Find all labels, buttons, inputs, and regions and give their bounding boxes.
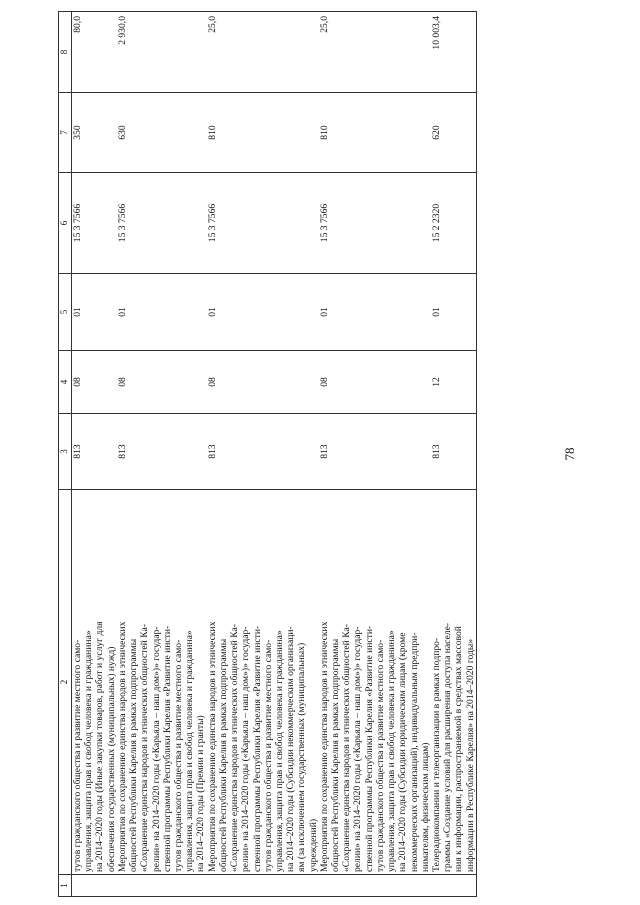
page-number: 78 bbox=[562, 447, 577, 461]
table-row bbox=[319, 12, 431, 897]
header-col-3: 3 bbox=[59, 414, 72, 490]
subsection-code: 01 bbox=[72, 274, 117, 351]
amount: 25,0 bbox=[207, 12, 319, 93]
expense-type-code: 810 bbox=[207, 93, 319, 173]
table-row bbox=[431, 12, 476, 897]
row-description: Мероприятия по сохранению единства народов и этнических общностей Республики Карелия в рамках подпрограммы «Сохранение единства народов и этнических общностей Ка- релии» на 2014–2020 годы («Карьяла – наш дом»)» государ- ственной программы Республики Карелия «Развитие инсти- тутов гражданского общества и развитие местного само- управления, защита прав и свобод человека и гражданина» на 2014–2020 годы (Субсидии юридическим лицам (кроме некоммерческих организаций), индивидуальным предпри- нимателям, физическим лицам) bbox=[318, 621, 431, 872]
target-article-code: 15 2 2320 bbox=[431, 173, 476, 274]
ministry-code: 813 bbox=[72, 414, 117, 490]
amount: 10 003,4 bbox=[431, 12, 476, 93]
target-article-code: 15 3 7566 bbox=[319, 173, 431, 274]
ministry-code: 813 bbox=[431, 414, 476, 490]
target-article-code: 15 3 7566 bbox=[117, 173, 207, 274]
table-row bbox=[72, 12, 117, 897]
row-number-cell bbox=[117, 875, 207, 897]
target-article-code: 15 3 7566 bbox=[72, 173, 117, 274]
header-col-6: 6 bbox=[59, 173, 72, 274]
amount: 25,0 bbox=[319, 12, 431, 93]
amount: 2 930,0 bbox=[117, 12, 207, 93]
row-description: Телерадиокомпании и телеорганизации в рамках подпро- граммы «Создание условий для расширения доступа населе- ния к информации, распространяемой в средствах массовой информации в Республике Карелия» на 2014–2020 годы» bbox=[431, 622, 476, 872]
header-col-1: 1 bbox=[59, 875, 72, 897]
header-col-8: 8 bbox=[59, 12, 72, 93]
target-article-code: 15 3 7566 bbox=[207, 173, 319, 274]
subsection-code: 01 bbox=[431, 274, 476, 351]
amount: 80,0 bbox=[72, 12, 117, 93]
budget-table bbox=[58, 11, 477, 897]
ministry-code: 813 bbox=[319, 414, 431, 490]
row-description: Мероприятия по сохранению единства народов и этнических общностей Республики Карелия в рамках подпрограммы «Сохранение единства народов и этнических общностей Ка- релии» на 2014–2020 годы («Карьяла – наш дом»)» государ- ственной программы Республики Карелия «Развитие инсти- тутов гражданского общества и развитие местного само- управления, защита прав и свобод человека и гражданина» на 2014–2020 годы (Субсидии некоммерческим организаци- ям (за исключением государственных (муниципальных) учреждений) bbox=[206, 621, 319, 872]
row-number-cell bbox=[431, 875, 476, 897]
expense-type-code: 810 bbox=[319, 93, 431, 173]
row-number-cell bbox=[207, 875, 319, 897]
section-code: 08 bbox=[319, 351, 431, 414]
rotated-table-wrapper bbox=[58, 12, 578, 897]
row-number-cell bbox=[72, 875, 117, 897]
section-code: 12 bbox=[431, 351, 476, 414]
expense-type-code: 620 bbox=[431, 93, 476, 173]
subsection-code: 01 bbox=[117, 274, 207, 351]
header-row bbox=[59, 12, 72, 897]
section-code: 08 bbox=[117, 351, 207, 414]
ministry-code: 813 bbox=[207, 414, 319, 490]
header-col-5: 5 bbox=[59, 274, 72, 351]
header-col-2: 2 bbox=[59, 490, 72, 875]
row-number-cell bbox=[319, 875, 431, 897]
subsection-code: 01 bbox=[319, 274, 431, 351]
header-col-4: 4 bbox=[59, 351, 72, 414]
ministry-code: 813 bbox=[117, 414, 207, 490]
expense-type-code: 350 bbox=[72, 93, 117, 173]
subsection-code: 01 bbox=[207, 274, 319, 351]
row-description: тутов гражданского общества и развитие местного само- управления, защита прав и свобод человека и гражданина» на 2014–2020 годы (Иные закупки товаров, работ и услуг для обеспечения государственных (муниципальных) нужд) bbox=[72, 621, 117, 872]
section-code: 08 bbox=[207, 351, 319, 414]
table-row bbox=[117, 12, 207, 897]
row-description: Мероприятия по сохранению единства народов и этнических общностей Республики Карелия в рамках подпрограммы «Сохранение единства народов и этнических общностей Ка- релии» на 2014–2020 годы («Карьяла – наш дом»)» государ- ственной программы Республики Карелия «Развитие инсти- тутов гражданского общества и развитие местного само- управления, защита прав и свобод человека и гражданина» на 2014–2020 годы (Премии и гранты) bbox=[116, 621, 207, 872]
header-col-7: 7 bbox=[59, 93, 72, 173]
expense-type-code: 630 bbox=[117, 93, 207, 173]
table-row bbox=[207, 12, 319, 897]
section-code: 08 bbox=[72, 351, 117, 414]
